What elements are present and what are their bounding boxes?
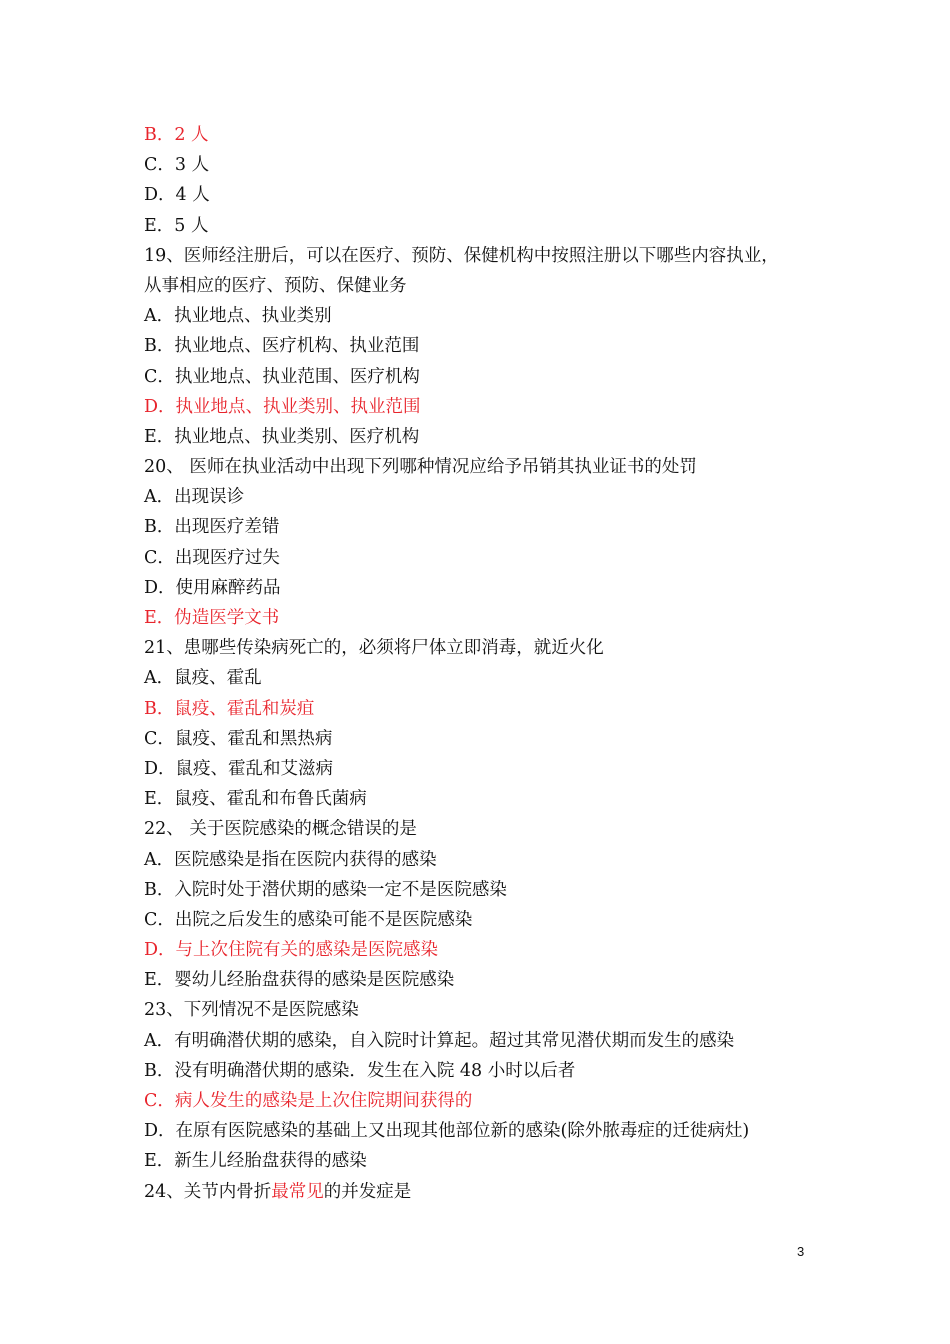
text-line: A．鼠疫、霍乱: [144, 668, 262, 689]
text-line: C．出院之后发生的感染可能不是医院感染: [144, 909, 473, 930]
text-line: E．新生儿经胎盘获得的感染: [144, 1151, 367, 1172]
answer-line: C．病人发生的感染是上次住院期间获得的: [144, 1091, 473, 1111]
text-line: 22、 关于医院感染的概念错误的是: [144, 819, 417, 840]
question-24-suffix: 的并发症是: [323, 1181, 412, 1202]
text-line: E．婴幼儿经胎盘获得的感染是医院感染: [144, 970, 455, 991]
text-line: B．执业地点、医疗机构、执业范围: [144, 336, 420, 357]
text-line: A．出现误诊: [144, 487, 245, 508]
text-line: 19、医师经注册后，可以在医疗、预防、保健机构中按照注册以下哪些内容执业，: [144, 245, 779, 266]
question-24-line: [144, 1177, 824, 1207]
answer-line: D．与上次住院有关的感染是医院感染: [144, 940, 439, 961]
text-line: C．鼠疫、霍乱和黑热病: [144, 728, 333, 749]
text-line: D．使用麻醉药品: [144, 577, 281, 598]
text-line: B．入院时处于潜伏期的感染一定不是医院感染: [144, 879, 507, 900]
text-line: D．在原有医院感染的基础上又出现其他部位新的感染(除外脓毒症的迁徙病灶): [144, 1121, 750, 1142]
text-line: 从事相应的医疗、预防、保健业务: [144, 275, 407, 296]
text-line: E．执业地点、执业类别、医疗机构: [144, 426, 420, 447]
text-line: A．有明确潜伏期的感染，自入院时计算起。超过其常见潜伏期而发生的感染: [144, 1030, 735, 1051]
text-line: 21、患哪些传染病死亡的，必须将尸体立即消毒，就近火化: [144, 638, 604, 659]
answer-line: D．执业地点、执业类别、执业范围: [144, 396, 421, 417]
page-number: 3: [797, 1244, 805, 1259]
text-line: B．没有明确潜伏期的感染．发生在入院 48 小时以后者: [144, 1060, 576, 1081]
text-line: 23、下列情况不是医院感染: [144, 1000, 359, 1021]
text-line: 20、 医师在执业活动中出现下列哪种情况应给予吊销其执业证书的处罚: [144, 457, 697, 478]
answer-line: B．2 人: [144, 125, 209, 145]
text-line: A．医院感染是指在医院内获得的感染: [144, 849, 437, 870]
text-line: D．鼠疫、霍乱和艾滋病: [144, 758, 334, 779]
question-24-highlight: 最常见: [271, 1181, 324, 1202]
text-line: E．5 人: [144, 215, 209, 236]
question-list: [144, 120, 824, 1177]
text-line: C．出现医疗过失: [144, 547, 280, 568]
text-line: C．3 人: [144, 155, 210, 176]
answer-line: E．伪造医学文书: [144, 608, 280, 628]
text-line: C．执业地点、执业范围、医疗机构: [144, 366, 420, 387]
document-body: [144, 120, 824, 1207]
answer-line: B．鼠疫、霍乱和炭疽: [144, 698, 315, 719]
question-24-prefix: 24、关节内骨折: [144, 1181, 272, 1202]
text-line: A．执业地点、执业类别: [144, 306, 332, 327]
text-line: D．4 人: [144, 185, 210, 206]
text-line: E．鼠疫、霍乱和布鲁氏菌病: [144, 789, 367, 810]
text-line: B．出现医疗差错: [144, 517, 280, 538]
